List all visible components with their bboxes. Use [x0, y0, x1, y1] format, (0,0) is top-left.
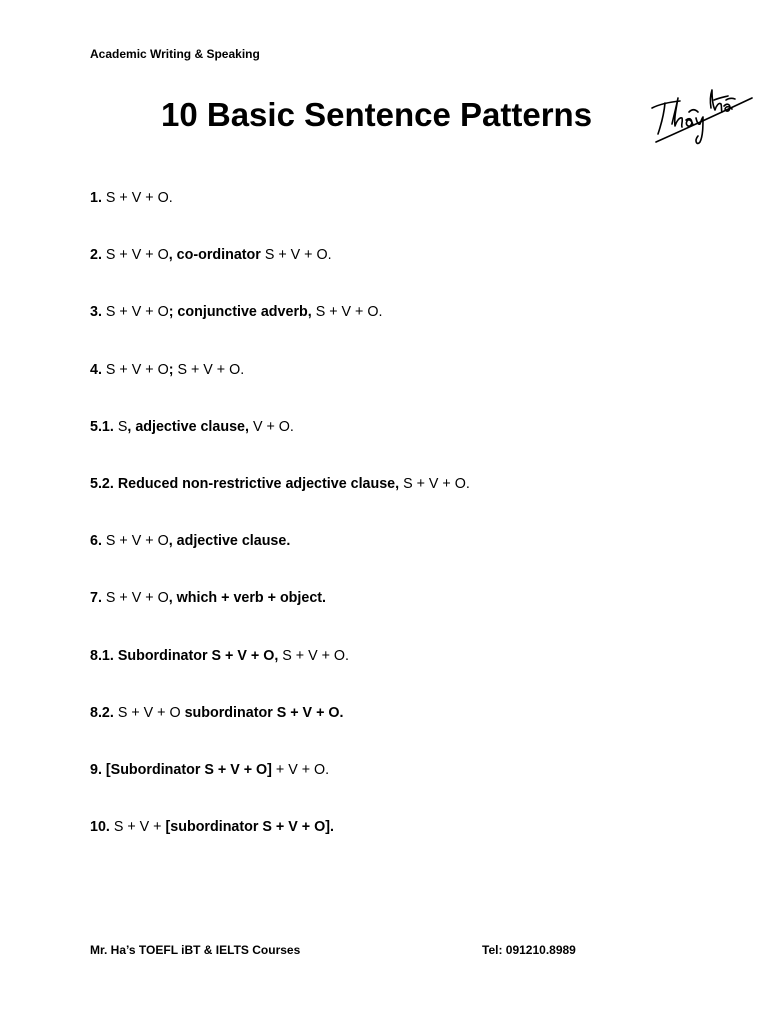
page-title: 10 Basic Sentence Patterns — [161, 96, 593, 133]
pattern-text: + V + O. — [271, 761, 330, 778]
pattern-bold-text: 2. — [90, 247, 102, 264]
pattern-text: S + V + O. — [101, 190, 173, 206]
pattern-item — [90, 817, 470, 874]
pattern-item — [90, 188, 470, 245]
pattern-item — [90, 703, 470, 760]
pattern-bold-text: 4. — [90, 361, 102, 378]
pattern-bold-text: 6. — [90, 533, 102, 550]
pattern-text: S + V + O. — [260, 247, 332, 264]
pattern-item — [90, 302, 470, 359]
pattern-bold-text: ; conjunctive adverb, — [168, 304, 312, 321]
pattern-bold-text: , adjective clause. — [168, 533, 291, 550]
pattern-bold-text: 10. — [90, 819, 110, 836]
pattern-bold-text: 7. — [90, 590, 102, 607]
pattern-text: S + V + O — [113, 704, 185, 721]
pattern-text: S + V + O. — [399, 475, 470, 492]
pattern-bold-text: 1. — [90, 190, 102, 206]
pattern-bold-text: , which + verb + object. — [168, 590, 327, 607]
pattern-item — [90, 417, 470, 474]
pattern-text: S + V + — [109, 819, 166, 836]
pattern-text: S + V + O — [101, 590, 169, 607]
pattern-text: S + V + O — [101, 361, 169, 378]
pattern-text: S + V + O — [101, 247, 169, 264]
pattern-bold-text: 5.1. — [90, 418, 114, 435]
pattern-bold-text: 3. — [90, 304, 102, 321]
pattern-list — [90, 188, 470, 874]
pattern-bold-text: 5.2. Reduced non-restrictive adjective clause, — [90, 475, 400, 492]
pattern-item — [90, 646, 470, 703]
pattern-item — [90, 474, 470, 531]
pattern-text: V + O. — [248, 418, 294, 435]
pattern-text: S + V + O. — [173, 361, 245, 378]
pattern-bold-text: 8.1. Subordinator S + V + O, — [90, 647, 279, 664]
handwritten-signature — [648, 84, 754, 148]
pattern-bold-text: [subordinator S + V + O]. — [165, 819, 334, 836]
pattern-text: S — [113, 418, 128, 435]
pattern-text: S + V + O. — [278, 647, 350, 664]
pattern-bold-text: ; — [168, 361, 174, 378]
pattern-item — [90, 245, 470, 302]
pattern-bold-text: , co-ordinator — [168, 247, 261, 264]
footer-course: Mr. Ha’s TOEFL iBT & IELTS Courses — [90, 943, 301, 957]
pattern-text: S + V + O. — [311, 304, 383, 321]
pattern-item — [90, 760, 470, 817]
pattern-bold-text: 9. [Subordinator S + V + O] — [90, 761, 272, 778]
footer-phone: Tel: 091210.8989 — [482, 943, 576, 957]
header-label: Academic Writing & Speaking — [90, 47, 260, 61]
pattern-text: S + V + O — [101, 533, 169, 550]
pattern-bold-text: , adjective clause, — [127, 418, 249, 435]
pattern-item — [90, 531, 470, 588]
pattern-text: S + V + O — [101, 304, 169, 321]
pattern-bold-text: 8.2. — [90, 704, 114, 721]
pattern-item — [90, 588, 470, 645]
pattern-bold-text: subordinator S + V + O. — [184, 704, 344, 721]
pattern-item — [90, 360, 470, 417]
